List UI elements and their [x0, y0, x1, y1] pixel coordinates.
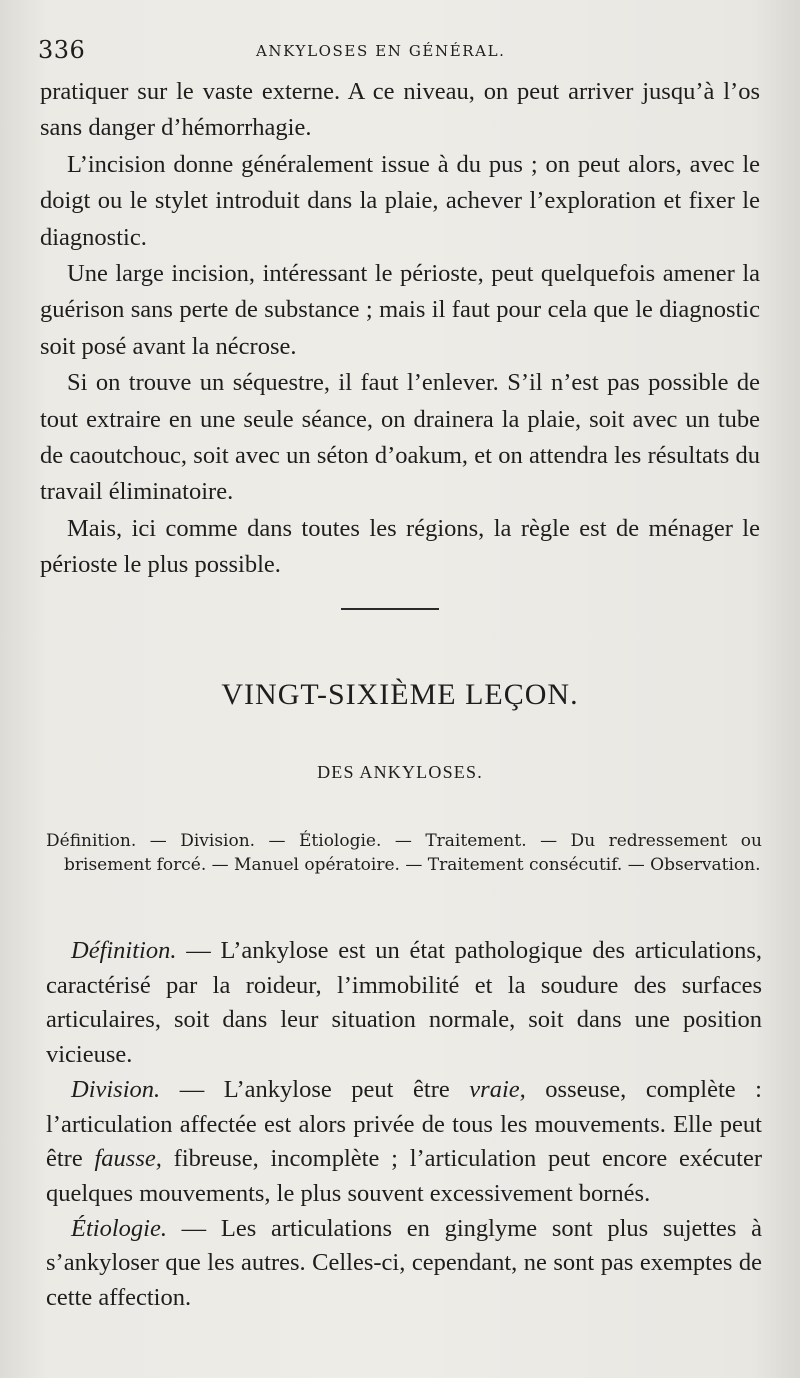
- paragraph: pratiquer sur le vaste externe. A ce niveau, on peut arriver jusqu’à l’os sans danger d’hémorrhagie.: [40, 78, 760, 142]
- definition-text: — L’ankylose est un état pathologique des articulations, caractérisé par la roideur, l’immobilité et la soudure des surfaces articulaires, soit dans leur situation normale, soit dans une position vicieuse.: [46, 937, 762, 1069]
- etiologie-paragraph: [46, 1212, 762, 1316]
- paragraph: Si on trouve un séquestre, il faut l’enlever. S’il n’est pas possible de tout extraire en une seule séance, on drainera la plaie, soit avec un tube de caoutchouc, soit avec un séton d’oakum, et on attendra les résultats du travail éliminatoire.: [40, 369, 760, 506]
- lesson-body: [46, 934, 762, 1316]
- running-head: ANKYLOSES EN GÉNÉRAL.: [256, 42, 506, 60]
- definition-heading: Définition.: [71, 937, 177, 964]
- division-text-1: — L’ankylose peut être: [160, 1075, 470, 1103]
- section-divider: [341, 608, 439, 610]
- lesson-summary: Définition. — Division. — Étiologie. — Traitement. — Du redressement ou brisement forcé. — Manuel opératoire. — Traitement consécutif. — Observation.: [46, 831, 762, 875]
- paragraph: L’incision donne généralement issue à du pus ; on peut alors, avec le doigt ou le stylet introduit dans la plaie, achever l’exploration et fixer le diagnostic.: [40, 150, 760, 251]
- division-text-3: fibreuse, incomplète ; l’articulation peut encore exécuter quelques mouvements, le plus souvent excessivement bornés.: [46, 1145, 762, 1207]
- division-heading: Division.: [71, 1075, 161, 1103]
- lesson-subtitle: DES ANKYLOSES.: [317, 762, 483, 782]
- paragraph: Une large incision, intéressant le périoste, peut quelquefois amener la guérison sans perte de substance ; mais il faut pour cela que le diagnostic soit posé avant la nécrose.: [40, 260, 760, 360]
- division-emphasis-2: fausse,: [94, 1145, 162, 1173]
- page-number: 336: [38, 36, 86, 64]
- definition-paragraph: [46, 934, 762, 1073]
- division-emphasis-1: vraie,: [469, 1075, 526, 1103]
- lesson-title: VINGT-SIXIÈME LEÇON.: [221, 678, 579, 711]
- page-header: [38, 36, 758, 70]
- division-text-2: osseuse, complète : l’articulation affectée est alors privée de tous les mouvements. Elle peut être: [46, 1075, 762, 1173]
- etiologie-text: — Les articulations en ginglyme sont plus sujettes à s’ankyloser que les autres. Celles-ci, cependant, ne sont pas exemptes de cette affection.: [46, 1214, 762, 1312]
- continued-text: [40, 74, 760, 584]
- etiologie-heading: Étiologie.: [71, 1214, 167, 1242]
- division-paragraph: [46, 1073, 762, 1212]
- paragraph: Mais, ici comme dans toutes les régions, la règle est de ménager le périoste le plus possible.: [40, 514, 760, 579]
